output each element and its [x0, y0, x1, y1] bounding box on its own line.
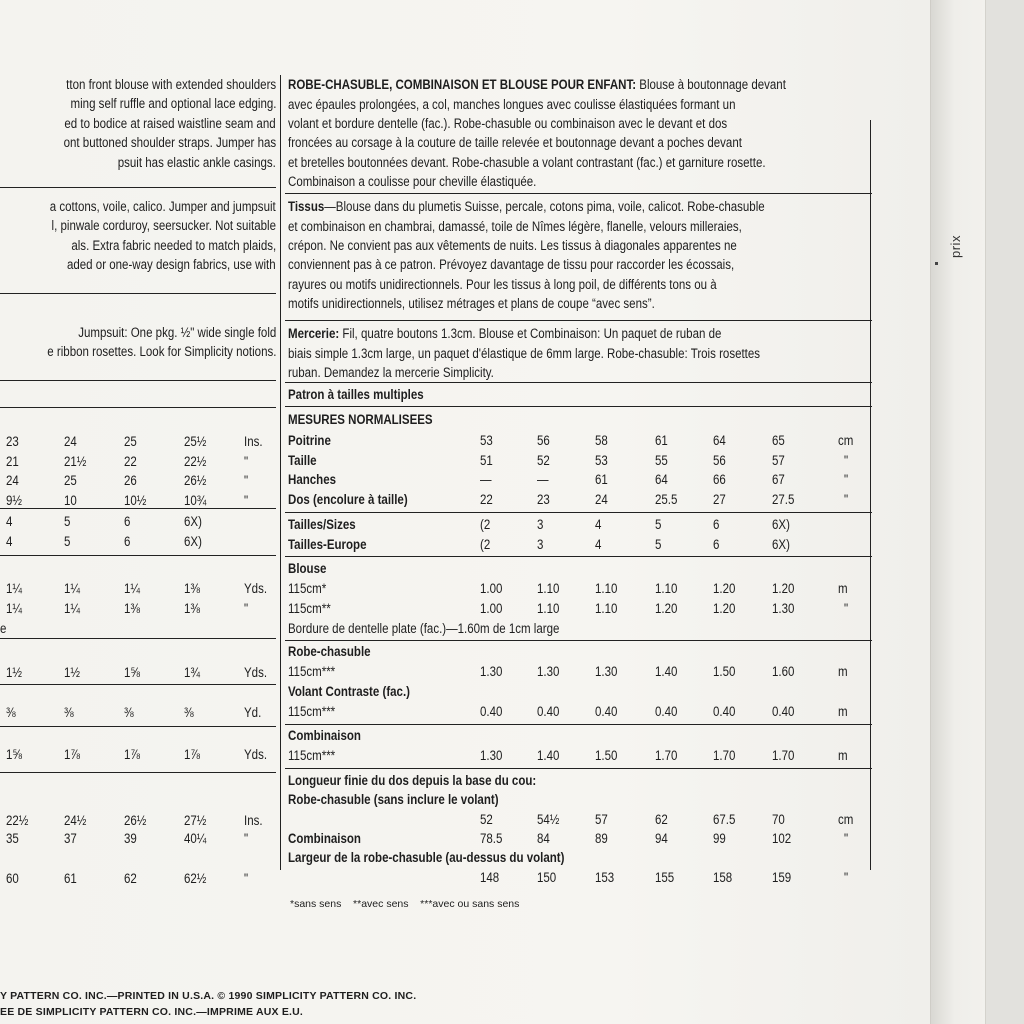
fr-robe-value: 1.50 [713, 664, 736, 679]
fr-measure-value: 24 [595, 491, 608, 507]
fr-measure-value: — [537, 472, 549, 487]
fr-measure-value: 56 [713, 452, 726, 468]
french-mercerie-line: biais simple 1.3cm large, un paquet d'élastique de 6mm large. Robe-chasuble: Trois rosettes [288, 345, 761, 361]
fr-size-value: 6X) [772, 517, 790, 532]
english-length-cell: 22½ [6, 813, 29, 828]
english-size-cell: 5 [64, 514, 71, 529]
fr-volant-title: Volant Contraste (fac.) [288, 684, 410, 699]
fr-size-label: Tailles/Sizes [288, 517, 356, 532]
footer-line-1: Y PATTERN CO. INC.—PRINTED IN U.S.A. © 1990 SIMPLICITY PATTERN CO. INC. [0, 990, 417, 1002]
english-measure-cell: 9½ [6, 492, 23, 508]
fr-blouse-value: 1.00 [480, 600, 503, 616]
english-length-cell: 24½ [64, 813, 87, 828]
english-fabrics-line: aded or one-way design fabrics, use with [67, 257, 276, 273]
fr-largeur-value: 148 [480, 870, 500, 885]
english-ruffle-cell: ⅜ [124, 705, 134, 720]
english-measure-cell: 10½ [124, 492, 147, 508]
english-ruffle-cell: Yd. [244, 705, 262, 720]
mesures-title: MESURES NORMALISEES [288, 412, 433, 427]
fr-largeur-value: 158 [713, 870, 733, 885]
english-fabrics-line: als. Extra fabric needed to match plaids, [71, 237, 276, 253]
tissus-first-line [288, 198, 765, 215]
english-jumpsuit-cell: Yds. [244, 747, 268, 762]
french-description-first: Blouse à boutonnage devant [636, 77, 786, 92]
fr-blouse-value: 1.20 [772, 581, 795, 596]
french-tissus-line: conviennent pas à ce patron. Prévoyez davantage de tissu pour raccorder les écossais, [288, 257, 735, 273]
fr-robe-unit: m [838, 664, 848, 679]
fr-measure-value: 65 [772, 433, 785, 448]
fr-combi-value: 1.70 [772, 748, 795, 763]
english-length-cell: 27½ [184, 813, 207, 828]
fr-largeur-unit: " [844, 870, 849, 885]
english-measure-cell: 24 [6, 473, 19, 488]
footnote-sans-sens: *sans sens [290, 898, 342, 910]
fr-size-value: 3 [537, 536, 544, 552]
english-ruffle-cell: ⅜ [184, 705, 194, 720]
english-jumper-cell: 1½ [6, 665, 23, 680]
fr-measure-value: 56 [537, 433, 550, 448]
english-width-cell: " [244, 871, 249, 886]
english-jumpsuit-cell: 1⅞ [124, 747, 141, 762]
fr-measure-label: Taille [288, 452, 317, 468]
divider [0, 293, 276, 294]
footnote-avec-ou-sans: ***avec ou sans sens [420, 898, 520, 910]
fr-measure-value: 53 [595, 452, 608, 468]
fr-measure-value: 58 [595, 433, 608, 448]
fr-size-value: (2 [480, 536, 491, 552]
fr-robe-len-value: 57 [595, 812, 608, 827]
english-jumpsuit-cell: 1⅞ [184, 747, 201, 762]
fr-volant-value: 0.40 [537, 704, 560, 719]
fr-largeur-title: Largeur de la robe-chasuble (au-dessus du volant) [288, 850, 565, 865]
fr-blouse-value: 1.10 [537, 600, 560, 616]
english-measure-cell: 21 [6, 453, 19, 469]
fr-measure-value: 67 [772, 472, 785, 487]
english-measure-cell: 22½ [184, 453, 207, 469]
footer-line-2: EE DE SIMPLICITY PATTERN CO. INC.—IMPRIME AUX E.U. [0, 1006, 304, 1018]
english-jumpsuit-cell: 1⅝ [6, 747, 23, 762]
french-description-line: volant et bordure dentelle (fac.). Robe-chasuble ou combinaison avec le devant et dos [288, 115, 728, 131]
divider [0, 638, 276, 639]
divider [285, 512, 872, 513]
english-description-line: tton front blouse with extended shoulders [66, 77, 276, 92]
english-blouse-cell: 1⅜ [124, 600, 141, 616]
english-description-line: ont buttoned shoulder straps. Jumper has [63, 135, 276, 151]
divider [0, 772, 276, 773]
english-measure-cell: " [244, 473, 249, 488]
fr-robe-len-value: 62 [655, 812, 668, 827]
fr-measure-value: 27.5 [772, 491, 795, 507]
english-description-line: ed to bodice at raised waistline seam and [64, 115, 276, 131]
fr-largeur-value: 155 [655, 870, 675, 885]
fr-blouse-value: 1.10 [595, 600, 618, 616]
french-tissus-line: rayures ou motifs unidirectionnels. Pour les tissus à long poil, de différents tons ou à [288, 276, 717, 292]
french-title-line [288, 76, 786, 93]
fr-robe-value: 1.30 [595, 664, 618, 679]
english-blouse-cell: 1¼ [64, 581, 81, 596]
english-measure-cell: 25 [124, 434, 137, 449]
fr-blouse-value: 1.30 [772, 600, 795, 616]
fr-size-value: 5 [655, 536, 662, 552]
divider [0, 684, 276, 685]
french-description-line: avec épaules prolongées, a col, manches longues avec coulisse élastiquées formant un [288, 96, 736, 112]
fr-measure-value: 52 [537, 452, 550, 468]
fr-measure-value: 61 [595, 472, 608, 487]
french-description-line: froncées au corsage à la couture de taille relevée et boutonnage devant a poches devant [288, 135, 742, 151]
fr-measure-value: 22 [480, 491, 493, 507]
fr-blouse-value: 1.00 [480, 581, 503, 596]
fr-blouse-value: 1.10 [655, 581, 678, 596]
english-measure-cell: 10 [64, 492, 77, 508]
fr-measure-value: 53 [480, 433, 493, 448]
english-blouse-cell: 1⅜ [184, 600, 201, 616]
fr-combi-len-value: 102 [772, 831, 792, 846]
english-description-line: ming self ruffle and optional lace edging. [70, 96, 276, 112]
fr-measure-value: 64 [655, 472, 668, 487]
column-divider [280, 75, 281, 870]
english-blouse-cell: 1⅜ [184, 581, 201, 596]
fr-size-value: 6X) [772, 536, 790, 552]
divider [285, 556, 872, 557]
divider [285, 193, 872, 194]
french-description-line: Combinaison a coulisse pour cheville élastiquée. [288, 174, 537, 190]
mercerie-first-line [288, 325, 721, 342]
english-width-cell: 62 [124, 871, 137, 886]
mercerie-label: Mercerie: [288, 326, 340, 341]
english-jumper-cell: Yds. [244, 665, 268, 680]
fr-combi-unit: m [838, 748, 848, 763]
fr-volant-value: 0.40 [480, 704, 503, 719]
english-description-line: psuit has elastic ankle casings. [117, 154, 276, 170]
fr-robe-len-value: 54½ [537, 812, 560, 827]
french-tissus-line: motifs unidirectionnels, utilisez métrages et plans de coupe “avec sens”. [288, 296, 655, 312]
fr-combi-value: 1.70 [713, 748, 736, 763]
fr-volant-value: 0.40 [595, 704, 618, 719]
fr-robe-label: 115cm*** [288, 664, 336, 679]
fr-blouse-value: 1.20 [713, 600, 736, 616]
english-length-cell: 40¼ [184, 830, 207, 846]
english-length-cell: " [244, 830, 249, 846]
french-title: ROBE-CHASUBLE, COMBINAISON ET BLOUSE POUR ENFANT: [288, 77, 637, 92]
fr-robe-value: 1.60 [772, 664, 795, 679]
english-notions-line: Jumpsuit: One pkg. ½" wide single fold [77, 325, 276, 340]
french-tissus-line: crépon. Ne convient pas aux vêtements de nuits. Les tissus à diagonales apparentes ne [288, 237, 737, 253]
english-length-cell: 37 [64, 830, 77, 846]
fr-robe-title: Robe-chasuble [288, 644, 371, 659]
fr-measure-label: Hanches [288, 472, 337, 487]
fr-measure-value: 23 [537, 491, 550, 507]
english-measure-cell: 22 [124, 453, 137, 469]
footnote-avec-sens: **avec sens [353, 898, 409, 910]
fr-combi-value: 1.70 [655, 748, 678, 763]
divider [0, 380, 276, 381]
fr-blouse-unit: " [844, 600, 849, 616]
fr-size-value: 5 [655, 517, 662, 532]
divider [285, 382, 872, 383]
english-size-cell: 6X) [184, 534, 202, 549]
french-mercerie-line: ruban. Demandez la mercerie Simplicity. [288, 364, 494, 380]
fr-blouse-note: Bordure de dentelle plate (fac.)—1.60m de 1cm large [288, 621, 560, 636]
fr-combi-len-label: Combinaison [288, 831, 361, 846]
english-blouse-cell: 1¼ [124, 581, 141, 596]
fr-measure-value: 66 [713, 472, 726, 487]
fr-size-value: (2 [480, 517, 491, 532]
english-blouse-cell: " [244, 600, 249, 616]
fr-robe-len-value: 52 [480, 812, 493, 827]
english-blouse-cell: 1¼ [6, 581, 23, 596]
english-measure-cell: 26½ [184, 473, 207, 488]
divider [285, 320, 872, 321]
fr-combi-len-value: 78.5 [480, 831, 503, 846]
english-width-cell: 60 [6, 871, 19, 886]
divider [0, 187, 276, 188]
english-size-cell: 4 [6, 514, 13, 529]
multi-sizes-label: Patron à tailles multiples [288, 387, 424, 402]
fr-measure-value: 25.5 [655, 491, 678, 507]
fr-blouse-title: Blouse [288, 561, 327, 576]
fr-volant-value: 0.40 [655, 704, 678, 719]
english-fabrics-line: l, pinwale corduroy, seersucker. Not suitable [51, 218, 276, 234]
fr-measure-unit: cm [838, 433, 854, 448]
english-measure-cell: 25½ [184, 434, 207, 449]
fr-combi-title: Combinaison [288, 728, 361, 743]
english-notions-line: e ribbon rosettes. Look for Simplicity notions. [46, 344, 276, 360]
english-length-cell: 39 [124, 830, 137, 846]
english-width-cell: 61 [64, 871, 77, 886]
fr-largeur-value: 153 [595, 870, 615, 885]
fr-size-label: Tailles-Europe [288, 536, 367, 552]
fr-measure-label: Poitrine [288, 433, 331, 448]
fr-combi-len-value: 84 [537, 831, 550, 846]
english-measure-cell: Ins. [244, 434, 263, 449]
english-width-cell: 62½ [184, 871, 207, 886]
english-ruffle-cell: ⅜ [64, 705, 74, 720]
english-jumper-cell: 1¾ [184, 665, 201, 680]
divider [0, 726, 276, 727]
tissus-first: —Blouse dans du plumetis Suisse, percale, cotons pima, voile, calicot. Robe-chasuble [324, 199, 765, 214]
envelope-flap-edge [985, 0, 1024, 1024]
fr-measure-label: Dos (encolure à taille) [288, 491, 408, 507]
divider [285, 406, 872, 407]
tissus-label: Tissus [288, 199, 325, 214]
english-size-cell: 6X) [184, 514, 202, 529]
english-measure-cell: 26 [124, 473, 137, 488]
fr-robe-value: 1.30 [537, 664, 560, 679]
english-size-cell: 5 [64, 534, 71, 549]
fr-size-value: 4 [595, 517, 602, 532]
english-length-cell: 35 [6, 830, 19, 846]
divider [285, 640, 872, 641]
english-ruffle-cell: ⅜ [6, 705, 16, 720]
fr-robe-value: 1.30 [480, 664, 503, 679]
fr-blouse-label: 115cm** [288, 600, 331, 616]
fr-combi-value: 1.50 [595, 748, 618, 763]
english-measure-cell: " [244, 492, 249, 508]
fr-robe-len-unit: cm [838, 812, 854, 827]
english-blouse-cell: 1¼ [6, 600, 23, 616]
fr-measure-value: 64 [713, 433, 726, 448]
fr-measure-unit: " [844, 491, 849, 507]
fr-robe-len-title: Robe-chasuble (sans inclure le volant) [288, 792, 499, 807]
english-length-cell: 26½ [124, 813, 147, 828]
fr-longueur-title: Longueur finie du dos depuis la base du cou: [288, 773, 537, 788]
fr-volant-unit: m [838, 704, 848, 719]
fr-largeur-value: 159 [772, 870, 792, 885]
english-blouse-cell: 1¼ [64, 600, 81, 616]
fr-measure-unit: " [844, 452, 849, 468]
mercerie-first: Fil, quatre boutons 1.3cm. Blouse et Combinaison: Un paquet de ruban de [339, 326, 722, 341]
prix-dot [935, 262, 938, 265]
fr-combi-len-unit: " [844, 831, 849, 846]
fr-largeur-value: 150 [537, 870, 557, 885]
english-measure-cell: " [244, 453, 249, 469]
english-jumper-cell: 1½ [64, 665, 81, 680]
english-fabrics-line: a cottons, voile, calico. Jumper and jumpsuit [50, 199, 276, 214]
fr-combi-len-value: 89 [595, 831, 608, 846]
fr-blouse-label: 115cm* [288, 581, 327, 596]
prix-label: prix [948, 235, 963, 258]
fr-size-value: 3 [537, 517, 544, 532]
fr-measure-value: 51 [480, 452, 493, 468]
footnotes [290, 896, 519, 913]
divider [0, 407, 276, 408]
english-length-cell: Ins. [244, 813, 263, 828]
english-blouse-cell: Yds. [244, 581, 268, 596]
fr-combi-label: 115cm*** [288, 748, 336, 763]
english-measure-cell: 23 [6, 434, 19, 449]
fr-measure-unit: " [844, 472, 849, 487]
divider [285, 724, 872, 725]
fr-measure-value: — [480, 472, 492, 487]
english-measure-cell: 10¾ [184, 492, 207, 508]
fr-combi-value: 1.30 [480, 748, 503, 763]
english-jumper-cell: 1⅝ [124, 665, 141, 680]
english-size-cell: 4 [6, 534, 13, 549]
fr-combi-len-value: 94 [655, 831, 668, 846]
fr-blouse-unit: m [838, 581, 848, 596]
english-blouse-tail: e [0, 621, 7, 636]
fr-blouse-value: 1.20 [655, 600, 678, 616]
fr-measure-value: 61 [655, 433, 668, 448]
divider [0, 555, 276, 556]
fr-combi-value: 1.40 [537, 748, 560, 763]
divider [285, 768, 872, 769]
french-description-line: et bretelles boutonnées devant. Robe-chasuble a volant contrastant (fac.) et garniture rosette. [288, 154, 766, 170]
english-size-cell: 6 [124, 514, 131, 529]
fr-measure-value: 55 [655, 452, 668, 468]
english-measure-cell: 24 [64, 434, 77, 449]
fr-robe-value: 1.40 [655, 664, 678, 679]
fr-blouse-value: 1.20 [713, 581, 736, 596]
fr-size-value: 6 [713, 536, 720, 552]
fr-measure-value: 27 [713, 491, 726, 507]
fr-volant-label: 115cm*** [288, 704, 336, 719]
english-measure-cell: 21½ [64, 453, 87, 469]
french-tissus-line: et combinaison en chambrai, damassé, toile de Nîmes légère, flanelle, velours milleraies, [288, 218, 742, 234]
fr-volant-value: 0.40 [713, 704, 736, 719]
fr-combi-len-value: 99 [713, 831, 726, 846]
english-size-cell: 6 [124, 534, 131, 549]
fr-robe-len-value: 70 [772, 812, 785, 827]
right-border [870, 120, 871, 870]
english-measure-cell: 25 [64, 473, 77, 488]
fr-size-value: 4 [595, 536, 602, 552]
fr-blouse-value: 1.10 [537, 581, 560, 596]
fr-robe-len-value: 67.5 [713, 812, 736, 827]
fr-volant-value: 0.40 [772, 704, 795, 719]
fr-size-value: 6 [713, 517, 720, 532]
english-jumpsuit-cell: 1⅞ [64, 747, 81, 762]
fr-measure-value: 57 [772, 452, 785, 468]
fr-blouse-value: 1.10 [595, 581, 618, 596]
